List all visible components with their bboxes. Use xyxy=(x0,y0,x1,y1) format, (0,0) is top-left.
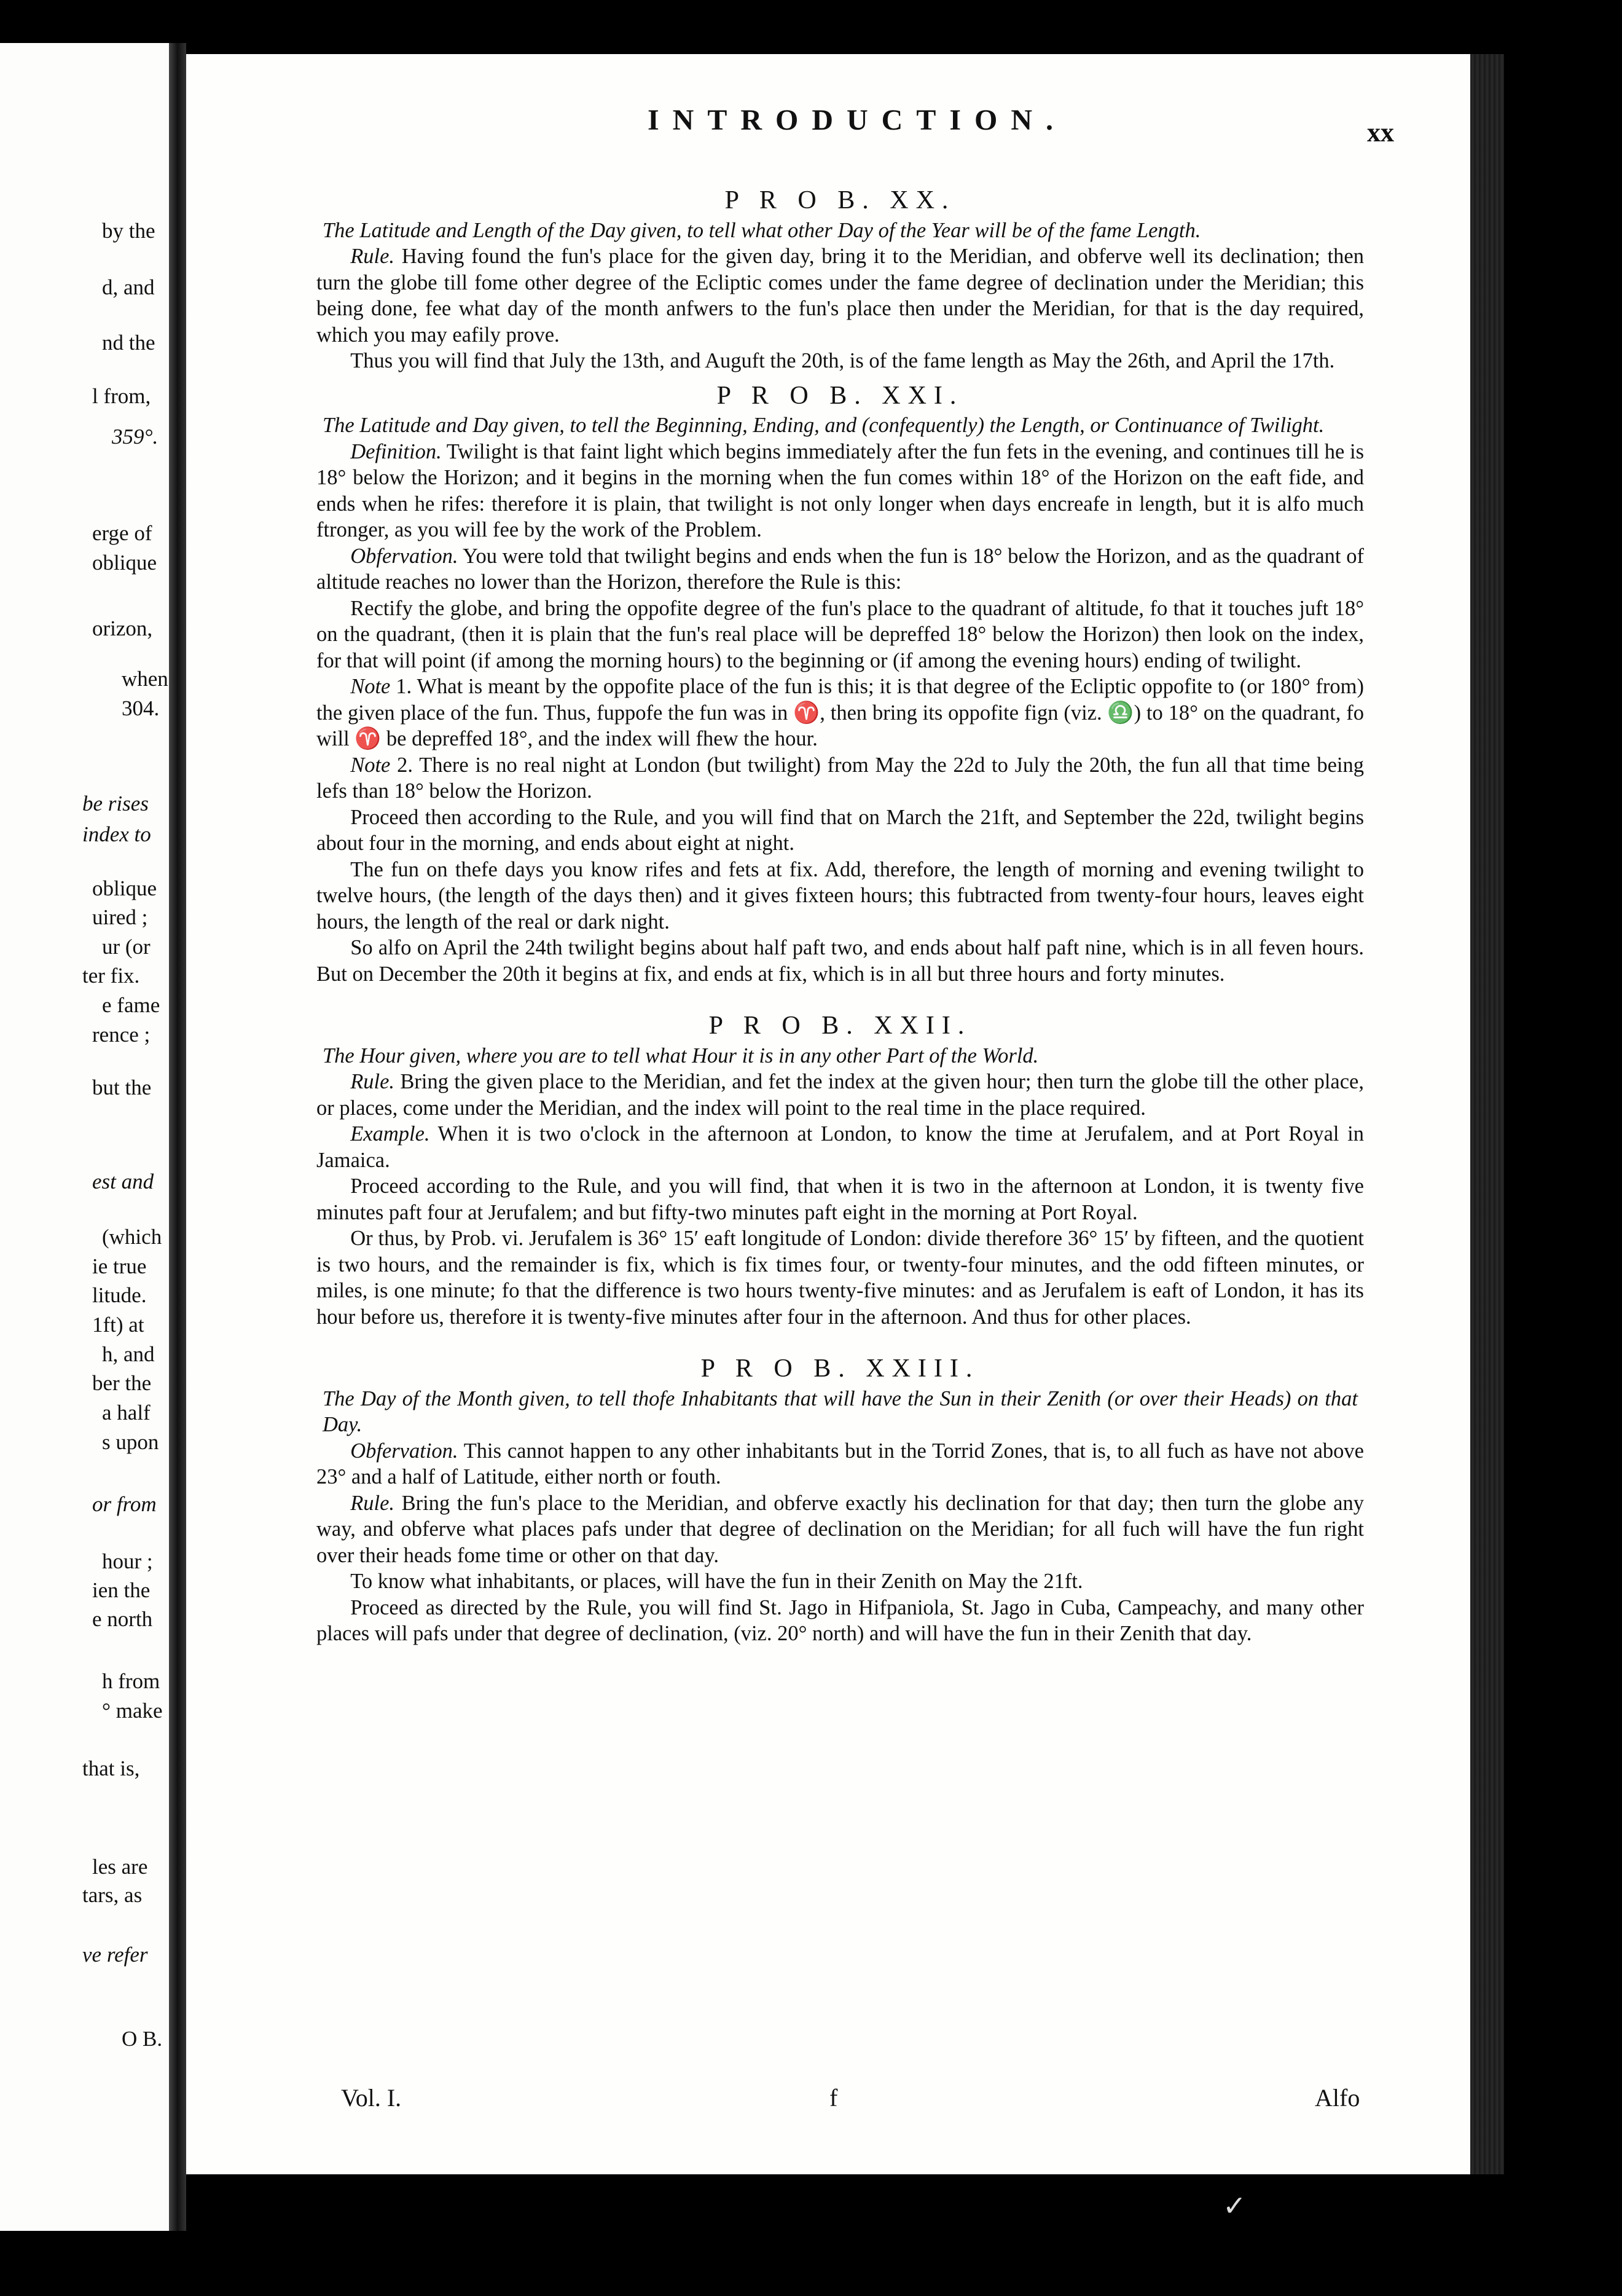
left-page-fragment: s upon xyxy=(102,1430,159,1454)
paragraph-label: Rule. xyxy=(350,1491,395,1515)
left-page-fragment: by the xyxy=(102,219,155,243)
paragraph xyxy=(316,1490,1364,1569)
left-page-fragment: h, and xyxy=(102,1342,155,1366)
paragraph-text: Proceed then according to the Rule, and you will find that on March the 21ft, and September the 22d, twilight begins about four in the morning, and ends about eight at night. xyxy=(316,805,1364,855)
paragraph-text: Proceed according to the Rule, and you will find, that when it is two in the afternoon at London, it is twenty five minutes paft four at Jerufalem; and but fifty-two minutes paft eight in the morning at Port Royal. xyxy=(316,1174,1364,1224)
paragraph-text: Twilight is that faint light which begins immediately after the fun fets in the evening, and continues till he is 18° below the Horizon; and it begins in the morning when the fun comes within 18° of the Horizon on the eaft fide, and ends when he rifes: therefore it is plain, that twilight is not only longer when days encreafe in length, but it is alfo much ftronger, as you will fee by the work of the Problem. xyxy=(316,439,1364,541)
paragraph-text: Proceed as directed by the Rule, you will find St. Jago in Hifpaniola, St. Jago in Cuba, Campeachy, and many other places will pafs under that degree of declination, (viz. 20° north) and will have the fun in their Zenith that day. xyxy=(316,1595,1364,1645)
paragraph-text: 2. There is no real night at London (but twilight) from May the 22d to July the 20th, the fun all that time being lefs than 18° below the Horizon. xyxy=(316,753,1364,803)
book-edge xyxy=(1470,54,1504,2174)
left-page-fragment: be rises xyxy=(82,792,149,816)
footer-catchword: Alfo xyxy=(1315,2084,1360,2112)
left-page-fragment: tars, as xyxy=(82,1883,143,1907)
paragraph xyxy=(316,857,1364,935)
paragraph-text: 1. What is meant by the oppofite place of the fun is this; it is that degree of the Ecliptic oppofite to (or 180° from) the given place of the fun. Thus, fuppofe the fun was in ♈, then bring its oppofite fign (viz. ♎) to 18° on the quadrant, fo will ♈ be depreffed 18°, and the index will fhew the hour. xyxy=(316,675,1364,750)
paragraph xyxy=(316,439,1364,543)
problem-caption: The Latitude and Day given, to tell the Beginning, Ending, and (confequently) the Length, or Continuance of Twilight. xyxy=(323,414,1325,437)
left-page-fragment: ur (or xyxy=(102,935,151,959)
paragraph xyxy=(316,1121,1364,1173)
paragraph-text: Thus you will find that July the 13th, and Auguft the 20th, is of the fame length as May the 26th, and April the 17th. xyxy=(350,349,1335,372)
problem-heading: P R O B. XXII. xyxy=(708,1012,972,1040)
paragraph xyxy=(316,596,1364,674)
paragraph xyxy=(316,804,1364,857)
page-number: xx xyxy=(1367,117,1394,147)
paragraph-text: So alfo on April the 24th twilight begins about half paft two, and ends about half paft nine, which is in all feven hours. But on December the 20th it begins at fix, and ends at fix, which is in all but three hours and forty minutes. xyxy=(316,936,1364,986)
problem-heading: P R O B. XXIII. xyxy=(700,1354,980,1383)
page-gutter xyxy=(169,43,186,2231)
paragraph xyxy=(316,543,1364,596)
paragraph xyxy=(316,1438,1364,1490)
left-page-fragment: ter fix. xyxy=(82,964,140,988)
left-page-fragment: index to xyxy=(82,822,151,846)
paragraph-label: Definition. xyxy=(350,439,442,463)
left-page-fragment: l from, xyxy=(92,384,151,408)
paragraph-label: Obfervation. xyxy=(350,544,458,568)
left-page-fragment: but the xyxy=(92,1075,152,1099)
left-page-fragment: uired ; xyxy=(92,905,148,929)
left-page-fragment: est and xyxy=(92,1170,154,1193)
paragraph xyxy=(316,348,1364,374)
page-text xyxy=(316,187,1364,1647)
left-page-fragment: when xyxy=(122,667,168,691)
paragraph-text: Or thus, by Prob. vi. Jerufalem is 36° 15′ eaft longitude of London: divide therefore 36° 15′ by fifteen, and the quotient is two hours, and the remainder is fix, which is fix times four, or twenty-four minutes, and the odd fifteen minutes, or miles, is one minute; fo that the difference is two hours twenty-five minutes: and as Jerufalem is eaft of London, it has its hour before us, therefore it is twenty-five minutes after four in the afternoon. And thus for other places. xyxy=(316,1227,1364,1329)
footer-signature: f xyxy=(829,2084,838,2112)
left-page-fragment: h from xyxy=(102,1669,160,1693)
paragraph xyxy=(316,1225,1364,1330)
paragraph-label: Obfervation. xyxy=(350,1439,458,1463)
left-page-fragment: 359°. xyxy=(112,425,159,449)
pencil-mark: ✓ xyxy=(1223,2190,1247,2222)
footer-volume: Vol. I. xyxy=(341,2084,402,2112)
paragraph-label: Rule. xyxy=(350,1070,395,1093)
paragraph xyxy=(316,674,1364,752)
problem-heading: P R O B. XXI. xyxy=(716,381,964,410)
left-page-fragment: or from xyxy=(92,1492,157,1516)
left-page-fragment: erge of xyxy=(92,521,152,545)
left-page-fragment: ien the xyxy=(92,1578,151,1602)
left-page-fragment: oblique xyxy=(92,551,157,575)
problem-heading: P R O B. XX. xyxy=(724,186,956,214)
left-page-fragment: litude. xyxy=(92,1283,147,1307)
paragraph xyxy=(316,1595,1364,1647)
left-page-fragment: (which xyxy=(102,1225,162,1249)
left-page-fragment: e north xyxy=(92,1607,153,1631)
paragraph-label: Rule. xyxy=(350,245,395,268)
left-page-fragment: 1ft) at xyxy=(92,1313,144,1337)
left-page-fragment: orizon, xyxy=(92,616,153,640)
left-page-fragment: ber the xyxy=(92,1371,152,1395)
paragraph xyxy=(316,1568,1364,1595)
paragraph-text: Having found the fun's place for the given day, bring it to the Meridian, and obferve well its declination; then turn the globe till fome other degree of the Ecliptic comes under the fame degree of declination under the Meridian; this being done, fee what day of the month anfwers to the fun's place then under the Meridian, for that is the day required, which you may eafily prove. xyxy=(316,245,1364,347)
problem-caption: The Hour given, where you are to tell what Hour it is in any other Part of the World. xyxy=(323,1044,1039,1067)
left-page-fragment: that is, xyxy=(82,1756,140,1780)
left-page-fragment: ie true xyxy=(92,1254,147,1278)
left-page-fragment: a half xyxy=(102,1401,151,1425)
paragraph-text: Rectify the globe, and bring the oppofite degree of the fun's place to the quadrant of altitude, fo that it touches juft 18° on the quadrant, (then it is plain that the fun's real place will be depreffed 18° below the Horizon) then look on the index, for that will point (if among the morning hours) to the beginning or (if among the evening hours) ending of twilight. xyxy=(316,596,1364,672)
left-page-fragment: 304. xyxy=(122,696,160,720)
paragraph-label: Note xyxy=(350,675,391,698)
left-page-fragment: d, and xyxy=(102,275,155,299)
left-page-fragment: e fame xyxy=(102,993,160,1017)
paragraph-label: Note xyxy=(350,753,391,777)
paragraph-text: When it is two o'clock in the afternoon at London, to know the time at Jerufalem, and at Port Royal in Jamaica. xyxy=(316,1122,1364,1172)
left-page-fragment: nd the xyxy=(102,331,155,355)
running-head: INTRODUCTION. xyxy=(647,104,1067,136)
paragraph-text: To know what inhabitants, or places, will have the fun in their Zenith on May the 21ft. xyxy=(350,1570,1083,1593)
paragraph xyxy=(316,1173,1364,1225)
paragraph-text: Bring the given place to the Meridian, and fet the index at the given hour; then turn the globe till the other place, or places, come under the Meridian, and the index will point to the real time in the place required. xyxy=(316,1070,1364,1120)
left-page-fragment: ° make xyxy=(102,1699,163,1723)
left-page-fragment: hour ; xyxy=(102,1549,153,1573)
paragraph xyxy=(316,752,1364,804)
paragraph-text: Bring the fun's place to the Meridian, and obferve exactly his declination for that day; then turn the globe any way, and obferve what places pafs under that degree of declination on the Meridian; for all fuch will have the fun right over their heads fome time or other on that day. xyxy=(316,1491,1364,1567)
paragraph-text: This cannot happen to any other inhabitants but in the Torrid Zones, that is, to all fuch as have not above 23° and a half of Latitude, either north or fouth. xyxy=(316,1439,1364,1488)
facing-page-fragment xyxy=(0,43,169,2231)
problem-caption: The Day of the Month given, to tell thofe Inhabitants that will have the Sun in their Zenith (or over their Heads) on that Day. xyxy=(323,1386,1358,1436)
left-page-fragment: rence ; xyxy=(92,1023,151,1047)
paragraph xyxy=(316,935,1364,987)
paragraph xyxy=(316,243,1364,348)
paragraph xyxy=(316,1069,1364,1121)
left-page-fragment: oblique xyxy=(92,876,157,900)
left-page-fragment: les are xyxy=(92,1855,148,1879)
paragraph-text: You were told that twilight begins and ends when the fun is 18° below the Horizon, and as the quadrant of altitude reaches no lower than the Horizon, therefore the Rule is this: xyxy=(316,544,1364,594)
problem-caption: The Latitude and Length of the Day given, to tell what other Day of the Year will be of the fame Length. xyxy=(323,218,1201,242)
paragraph-text: The fun on thefe days you know rifes and fets at fix. Add, therefore, the length of morning and evening twilight to twelve hours, (the length of the days then) and it gives fixteen hours; this fubtracted from twenty-four hours, leaves eight hours, the length of the real or dark night. xyxy=(316,857,1364,934)
left-page-fragment: ve refer xyxy=(82,1943,148,1967)
paragraph-label: Example. xyxy=(350,1122,430,1146)
left-page-fragment: O B. xyxy=(122,2027,163,2051)
